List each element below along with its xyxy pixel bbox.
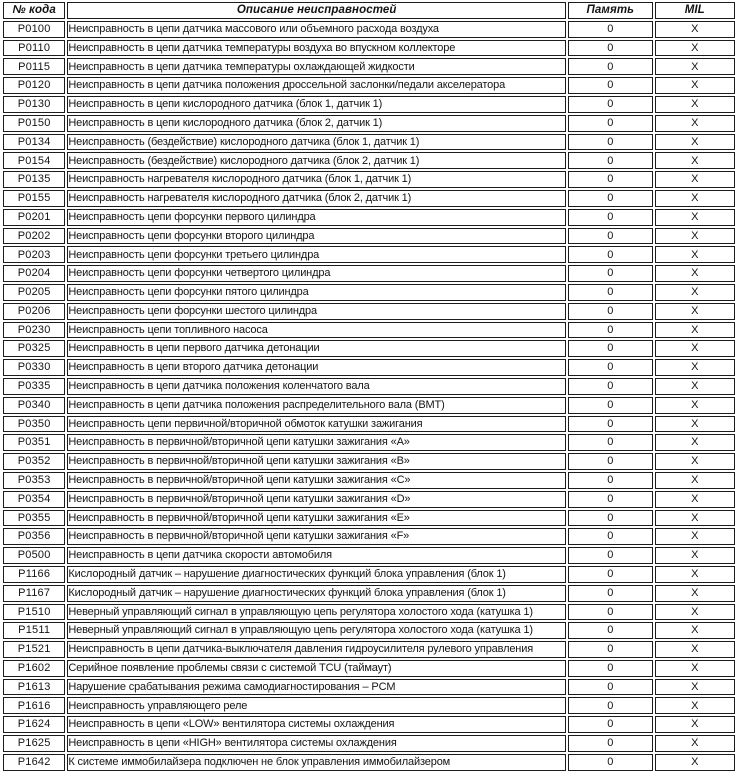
- memory-cell: 0: [568, 303, 652, 320]
- description-cell: Неисправность цепи форсунки третьего цилиндра: [67, 246, 566, 263]
- table-row: [3, 697, 735, 714]
- code-cell: P0206: [3, 303, 65, 320]
- table-row: [3, 340, 735, 357]
- description-cell: Неисправность нагревателя кислородного датчика (блок 2, датчик 1): [67, 190, 566, 207]
- description-cell: Неисправность нагревателя кислородного датчика (блок 1, датчик 1): [67, 171, 566, 188]
- code-cell: P0355: [3, 510, 65, 527]
- memory-cell: 0: [568, 697, 652, 714]
- table-row: [3, 453, 735, 470]
- code-cell: P0202: [3, 228, 65, 245]
- description-cell: Кислородный датчик – нарушение диагностических функций блока управления (блок 1): [67, 566, 566, 583]
- code-cell: P1616: [3, 697, 65, 714]
- description-cell: Неверный управляющий сигнал в управляющую цепь регулятора холостого хода (катушка 1): [67, 622, 566, 639]
- code-cell: P0205: [3, 284, 65, 301]
- table-row: [3, 622, 735, 639]
- table-row: [3, 660, 735, 677]
- description-cell: Кислородный датчик – нарушение диагностических функций блока управления (блок 1): [67, 585, 566, 602]
- code-cell: P0120: [3, 77, 65, 94]
- code-cell: P1510: [3, 604, 65, 621]
- table-row: [3, 679, 735, 696]
- memory-cell: 0: [568, 246, 652, 263]
- code-cell: P0335: [3, 378, 65, 395]
- mil-cell: X: [655, 190, 735, 207]
- memory-cell: 0: [568, 510, 652, 527]
- memory-cell: 0: [568, 735, 652, 752]
- description-cell: Неисправность в цепи датчика-выключателя давления гидроусилителя рулевого управления: [67, 641, 566, 658]
- code-cell: P0325: [3, 340, 65, 357]
- code-cell: P0203: [3, 246, 65, 263]
- description-cell: Неисправность в первичной/вторичной цепи катушки зажигания «F»: [67, 528, 566, 545]
- code-cell: P0134: [3, 134, 65, 151]
- memory-cell: 0: [568, 58, 652, 75]
- mil-cell: X: [655, 528, 735, 545]
- memory-cell: 0: [568, 585, 652, 602]
- code-cell: P0135: [3, 171, 65, 188]
- code-cell: P1166: [3, 566, 65, 583]
- table-row: [3, 115, 735, 132]
- header-code: № кода: [3, 2, 65, 19]
- description-cell: Неисправность в цепи кислородного датчика (блок 1, датчик 1): [67, 96, 566, 113]
- description-cell: Неисправность в цепи датчика положения дроссельной заслонки/педали акселератора: [67, 77, 566, 94]
- description-cell: Неисправность цепи форсунки второго цилиндра: [67, 228, 566, 245]
- description-cell: Неисправность цепи форсунки пятого цилиндра: [67, 284, 566, 301]
- memory-cell: 0: [568, 472, 652, 489]
- memory-cell: 0: [568, 491, 652, 508]
- table-row: [3, 246, 735, 263]
- table-row: [3, 641, 735, 658]
- code-cell: P1511: [3, 622, 65, 639]
- description-cell: К системе иммобилайзера подключен не блок управления иммобилайзером: [67, 754, 566, 771]
- memory-cell: 0: [568, 265, 652, 282]
- mil-cell: X: [655, 547, 735, 564]
- table-row: [3, 171, 735, 188]
- description-cell: Неисправность в цепи датчика положения коленчатого вала: [67, 378, 566, 395]
- mil-cell: X: [655, 77, 735, 94]
- code-cell: P0155: [3, 190, 65, 207]
- header-description: Описание неисправностей: [67, 2, 566, 19]
- mil-cell: X: [655, 265, 735, 282]
- description-cell: Неисправность в первичной/вторичной цепи катушки зажигания «D»: [67, 491, 566, 508]
- code-cell: P0330: [3, 359, 65, 376]
- description-cell: Неисправность в первичной/вторичной цепи катушки зажигания «Е»: [67, 510, 566, 527]
- mil-cell: X: [655, 491, 735, 508]
- code-cell: P0130: [3, 96, 65, 113]
- code-cell: P0352: [3, 453, 65, 470]
- code-cell: P0350: [3, 416, 65, 433]
- description-cell: Неисправность цепи форсунки первого цилиндра: [67, 209, 566, 226]
- mil-cell: X: [655, 585, 735, 602]
- table-row: [3, 510, 735, 527]
- memory-cell: 0: [568, 228, 652, 245]
- dtc-table: [1, 0, 737, 773]
- mil-cell: X: [655, 641, 735, 658]
- description-cell: Неисправность (бездействие) кислородного датчика (блок 2, датчик 1): [67, 152, 566, 169]
- mil-cell: X: [655, 152, 735, 169]
- code-cell: P0354: [3, 491, 65, 508]
- mil-cell: X: [655, 566, 735, 583]
- table-row: [3, 359, 735, 376]
- table-row: [3, 58, 735, 75]
- memory-cell: 0: [568, 716, 652, 733]
- code-cell: P0353: [3, 472, 65, 489]
- table-row: [3, 209, 735, 226]
- table-row: [3, 604, 735, 621]
- table-row: [3, 322, 735, 339]
- mil-cell: X: [655, 697, 735, 714]
- description-cell: Неисправность цепи форсунки шестого цилиндра: [67, 303, 566, 320]
- mil-cell: X: [655, 96, 735, 113]
- mil-cell: X: [655, 209, 735, 226]
- table-row: [3, 397, 735, 414]
- description-cell: Неисправность управляющего реле: [67, 697, 566, 714]
- table-row: [3, 472, 735, 489]
- table-row: [3, 566, 735, 583]
- code-cell: P0115: [3, 58, 65, 75]
- table-row: [3, 416, 735, 433]
- description-cell: Неисправность цепи первичной/вторичной обмоток катушки зажигания: [67, 416, 566, 433]
- description-cell: Неисправность в цепи датчика массового или объемного расхода воздуха: [67, 21, 566, 38]
- mil-cell: X: [655, 510, 735, 527]
- memory-cell: 0: [568, 416, 652, 433]
- description-cell: Неисправность в цепи датчика температуры охлаждающей жидкости: [67, 58, 566, 75]
- description-cell: Неисправность в цепи «HIGH» вентилятора системы охлаждения: [67, 735, 566, 752]
- code-cell: P0100: [3, 21, 65, 38]
- mil-cell: X: [655, 322, 735, 339]
- mil-cell: X: [655, 679, 735, 696]
- table-row: [3, 40, 735, 57]
- memory-cell: 0: [568, 660, 652, 677]
- table-row: [3, 585, 735, 602]
- description-cell: Неисправность в цепи второго датчика детонации: [67, 359, 566, 376]
- mil-cell: X: [655, 434, 735, 451]
- mil-cell: X: [655, 340, 735, 357]
- memory-cell: 0: [568, 434, 652, 451]
- memory-cell: 0: [568, 547, 652, 564]
- memory-cell: 0: [568, 21, 652, 38]
- table-row: [3, 303, 735, 320]
- description-cell: Неисправность в цепи датчика температуры воздуха во впускном коллекторе: [67, 40, 566, 57]
- table-row: [3, 716, 735, 733]
- description-cell: Неисправность в цепи кислородного датчика (блок 2, датчик 1): [67, 115, 566, 132]
- mil-cell: X: [655, 735, 735, 752]
- table-row: [3, 528, 735, 545]
- code-cell: P1602: [3, 660, 65, 677]
- mil-cell: X: [655, 228, 735, 245]
- code-cell: P0351: [3, 434, 65, 451]
- description-cell: Серийное появление проблемы связи с системой TCU (таймаут): [67, 660, 566, 677]
- table-row: [3, 21, 735, 38]
- mil-cell: X: [655, 378, 735, 395]
- mil-cell: X: [655, 134, 735, 151]
- code-cell: P0500: [3, 547, 65, 564]
- table-row: [3, 434, 735, 451]
- memory-cell: 0: [568, 622, 652, 639]
- description-cell: Неисправность в цепи датчика скорости автомобиля: [67, 547, 566, 564]
- description-cell: Неисправность цепи топливного насоса: [67, 322, 566, 339]
- memory-cell: 0: [568, 340, 652, 357]
- mil-cell: X: [655, 453, 735, 470]
- table-row: [3, 152, 735, 169]
- code-cell: P1167: [3, 585, 65, 602]
- description-cell: Неисправность в цепи первого датчика детонации: [67, 340, 566, 357]
- table-row: [3, 547, 735, 564]
- header-mil: MIL: [655, 2, 735, 19]
- mil-cell: X: [655, 397, 735, 414]
- mil-cell: X: [655, 115, 735, 132]
- description-cell: Неисправность (бездействие) кислородного датчика (блок 1, датчик 1): [67, 134, 566, 151]
- memory-cell: 0: [568, 397, 652, 414]
- mil-cell: X: [655, 246, 735, 263]
- memory-cell: 0: [568, 453, 652, 470]
- memory-cell: 0: [568, 322, 652, 339]
- memory-cell: 0: [568, 190, 652, 207]
- mil-cell: X: [655, 58, 735, 75]
- code-cell: P0150: [3, 115, 65, 132]
- memory-cell: 0: [568, 77, 652, 94]
- header-memory: Память: [568, 2, 652, 19]
- mil-cell: X: [655, 754, 735, 771]
- table-row: [3, 378, 735, 395]
- table-row: [3, 754, 735, 771]
- description-cell: Неисправность в первичной/вторичной цепи катушки зажигания «А»: [67, 434, 566, 451]
- table-row: [3, 134, 735, 151]
- code-cell: P1521: [3, 641, 65, 658]
- table-body: [3, 21, 735, 771]
- description-cell: Неисправность в первичной/вторичной цепи катушки зажигания «С»: [67, 472, 566, 489]
- description-cell: Неисправность цепи форсунки четвертого цилиндра: [67, 265, 566, 282]
- mil-cell: X: [655, 472, 735, 489]
- mil-cell: X: [655, 716, 735, 733]
- table-row: [3, 284, 735, 301]
- table-header: [3, 2, 735, 19]
- memory-cell: 0: [568, 171, 652, 188]
- table-row: [3, 735, 735, 752]
- memory-cell: 0: [568, 641, 652, 658]
- memory-cell: 0: [568, 134, 652, 151]
- mil-cell: X: [655, 171, 735, 188]
- description-cell: Неисправность в цепи «LOW» вентилятора системы охлаждения: [67, 716, 566, 733]
- table-row: [3, 190, 735, 207]
- mil-cell: X: [655, 622, 735, 639]
- memory-cell: 0: [568, 152, 652, 169]
- memory-cell: 0: [568, 566, 652, 583]
- table-row: [3, 96, 735, 113]
- code-cell: P0340: [3, 397, 65, 414]
- memory-cell: 0: [568, 40, 652, 57]
- description-cell: Неисправность в цепи датчика положения распределительного вала (ВМТ): [67, 397, 566, 414]
- code-cell: P1624: [3, 716, 65, 733]
- description-cell: Неверный управляющий сигнал в управляющую цепь регулятора холостого хода (катушка 1): [67, 604, 566, 621]
- description-cell: Нарушение срабатывания режима самодиагностирования – PCM: [67, 679, 566, 696]
- header-row: [3, 2, 735, 19]
- table-row: [3, 491, 735, 508]
- mil-cell: X: [655, 359, 735, 376]
- code-cell: P0356: [3, 528, 65, 545]
- mil-cell: X: [655, 660, 735, 677]
- memory-cell: 0: [568, 209, 652, 226]
- memory-cell: 0: [568, 754, 652, 771]
- memory-cell: 0: [568, 359, 652, 376]
- table-row: [3, 265, 735, 282]
- description-cell: Неисправность в первичной/вторичной цепи катушки зажигания «В»: [67, 453, 566, 470]
- code-cell: P1625: [3, 735, 65, 752]
- memory-cell: 0: [568, 679, 652, 696]
- memory-cell: 0: [568, 528, 652, 545]
- code-cell: P0204: [3, 265, 65, 282]
- mil-cell: X: [655, 303, 735, 320]
- table-row: [3, 228, 735, 245]
- mil-cell: X: [655, 604, 735, 621]
- code-cell: P0201: [3, 209, 65, 226]
- memory-cell: 0: [568, 115, 652, 132]
- code-cell: P0110: [3, 40, 65, 57]
- mil-cell: X: [655, 284, 735, 301]
- mil-cell: X: [655, 21, 735, 38]
- memory-cell: 0: [568, 96, 652, 113]
- memory-cell: 0: [568, 378, 652, 395]
- code-cell: P1613: [3, 679, 65, 696]
- mil-cell: X: [655, 416, 735, 433]
- code-cell: P0230: [3, 322, 65, 339]
- table-row: [3, 77, 735, 94]
- mil-cell: X: [655, 40, 735, 57]
- code-cell: P0154: [3, 152, 65, 169]
- memory-cell: 0: [568, 284, 652, 301]
- memory-cell: 0: [568, 604, 652, 621]
- code-cell: P1642: [3, 754, 65, 771]
